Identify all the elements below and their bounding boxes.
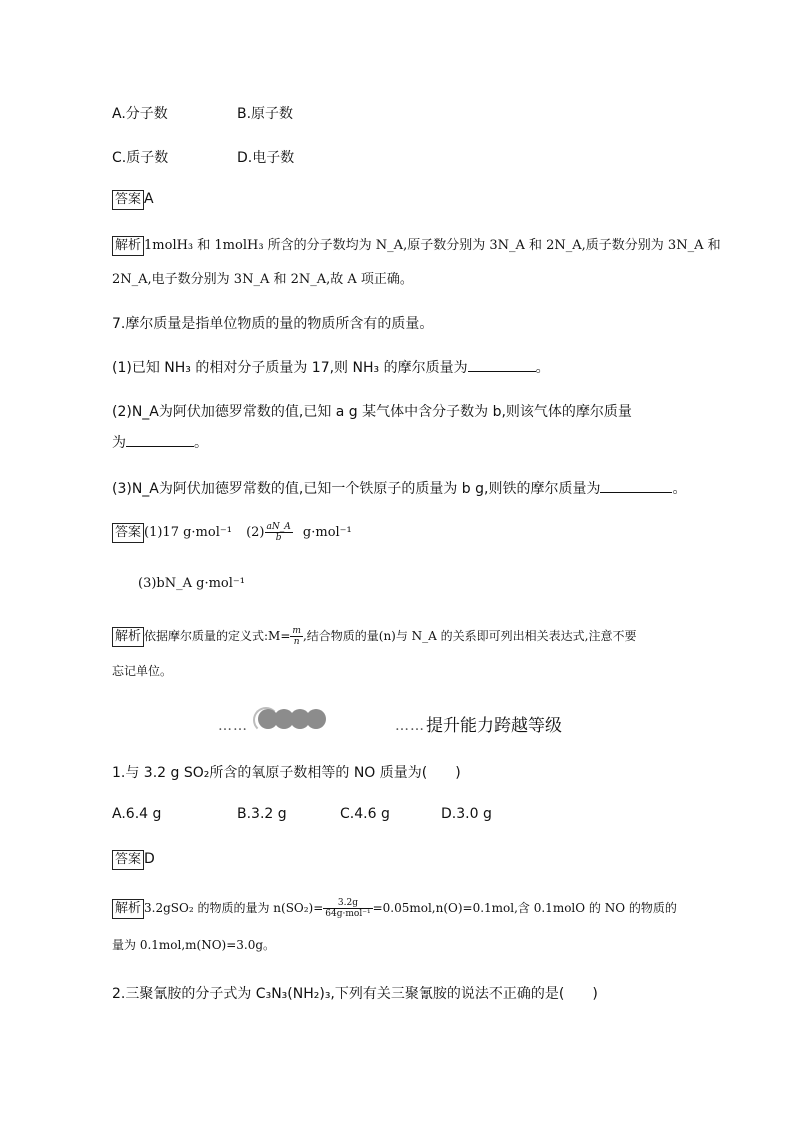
- fraction-denominator: 64g·mol⁻¹: [325, 909, 371, 919]
- option-a: A.分子数: [112, 106, 168, 122]
- option-b: B.原子数: [237, 106, 294, 122]
- q7-answer-row: [112, 522, 352, 543]
- q1-analysis-row: [112, 898, 677, 919]
- q7-stem: 7.摩尔质量是指单位物质的量的物质所含有的质量。: [112, 316, 434, 332]
- q7-analysis-rest: ,结合物质的量(n)与 N_A 的关系即可列出相关表达式,注意不要: [302, 629, 637, 643]
- analysis-label: 解析: [112, 899, 144, 919]
- q7-part3-blank: [600, 479, 672, 493]
- q6-analysis-line2: 2N_A,电子数分别为 3N_A 和 2N_A,故 A 项正确。: [112, 272, 413, 287]
- q1-option-a: A.6.4 g: [112, 806, 162, 822]
- q6-answer-value: A: [144, 191, 154, 207]
- answer-label: 答案: [112, 850, 144, 870]
- q1-analysis-line2: 量为 0.1mol,m(NO)=3.0g。: [112, 938, 276, 952]
- q2-stem: 2.三聚氰胺的分子式为 C₃N₃(NH₂)₃,下列有关三聚氰胺的说法不正确的是( ): [112, 986, 598, 1002]
- q1-answer-value: D: [144, 851, 155, 867]
- q7-answer-part1: (1)17 g·mol⁻¹: [144, 525, 232, 540]
- q7-part2-blank: [126, 433, 194, 447]
- q6-analysis-row: [112, 234, 721, 256]
- q1-analysis-lead: 3.2gSO₂ 的物质的量为 n(SO₂)=: [144, 901, 324, 915]
- fraction-numerator: m: [292, 626, 301, 636]
- q7-answer-unit: g·mol⁻¹: [302, 525, 352, 540]
- q7-answer-part2-lead: (2): [246, 525, 265, 540]
- q7-part2-line1: (2)N_A为阿伏加德罗常数的值,已知 a g 某气体中含分子数为 b,则该气体的摩尔质量: [112, 404, 632, 420]
- q7-part1-blank: [468, 358, 536, 372]
- q1-stem: 1.与 3.2 g SO₂所含的氧原子数相等的 NO 质量为( ): [112, 765, 461, 781]
- q1-option-c: C.4.6 g: [340, 806, 390, 822]
- section-header: [218, 707, 598, 737]
- q6-analysis-line1: 1molH₃ 和 1molH₃ 所含的分子数均为 N_A,原子数分别为 3N_A 和 2N_A,质子数分别为 3N_A 和: [144, 238, 721, 253]
- q1-answer-row: [112, 850, 155, 870]
- dots-right: ……: [395, 718, 425, 734]
- q7-analysis-lead: 依据摩尔质量的定义式:M=: [144, 629, 291, 643]
- q1-option-b: B.3.2 g: [237, 806, 287, 822]
- q7-part2-line2: [112, 432, 208, 452]
- q7-part1-text: (1)已知 NH₃ 的相对分子质量为 17,则 NH₃ 的摩尔质量为: [112, 360, 468, 376]
- q1-option-d: D.3.0 g: [441, 806, 492, 822]
- analysis-label: 解析: [112, 627, 144, 647]
- q7-analysis-line2: 忘记单位。: [112, 664, 173, 678]
- fraction-numerator: aN_A: [266, 522, 291, 532]
- answer-label: 答案: [112, 190, 144, 210]
- q7-analysis-fraction: [290, 626, 303, 647]
- q7-answer-fraction: [265, 522, 293, 543]
- dots-left: ……: [218, 718, 248, 734]
- section-title: 提升能力跨越等级: [426, 716, 562, 736]
- option-c: C.质子数: [112, 150, 169, 166]
- q6-answer-row: [112, 190, 154, 210]
- q7-answer-line2: (3)bN_A g·mol⁻¹: [138, 576, 245, 591]
- q7-analysis-row: [112, 626, 636, 647]
- q7-part1-end: 。: [535, 360, 550, 376]
- q7-part2-end: 。: [194, 435, 208, 451]
- q7-part3-text: (3)N_A为阿伏加德罗常数的值,已知一个铁原子的质量为 b g,则铁的摩尔质量为: [112, 481, 601, 497]
- option-d: D.电子数: [237, 150, 295, 166]
- answer-label: 答案: [112, 523, 144, 543]
- section-ball-icon: [306, 709, 326, 729]
- q7-part1: [112, 357, 550, 377]
- fraction-denominator: b: [275, 533, 282, 543]
- q1-analysis-rest: =0.05mol,n(O)=0.1mol,含 0.1molO 的 NO 的物质的: [372, 901, 677, 915]
- q7-part2-lead: 为: [112, 435, 126, 451]
- analysis-label: 解析: [112, 236, 144, 256]
- fraction-numerator: 3.2g: [323, 898, 372, 909]
- q1-analysis-fraction: [323, 898, 372, 919]
- q7-part3: [112, 478, 686, 498]
- q7-part3-end: 。: [672, 481, 687, 497]
- fraction-denominator: n: [293, 637, 300, 647]
